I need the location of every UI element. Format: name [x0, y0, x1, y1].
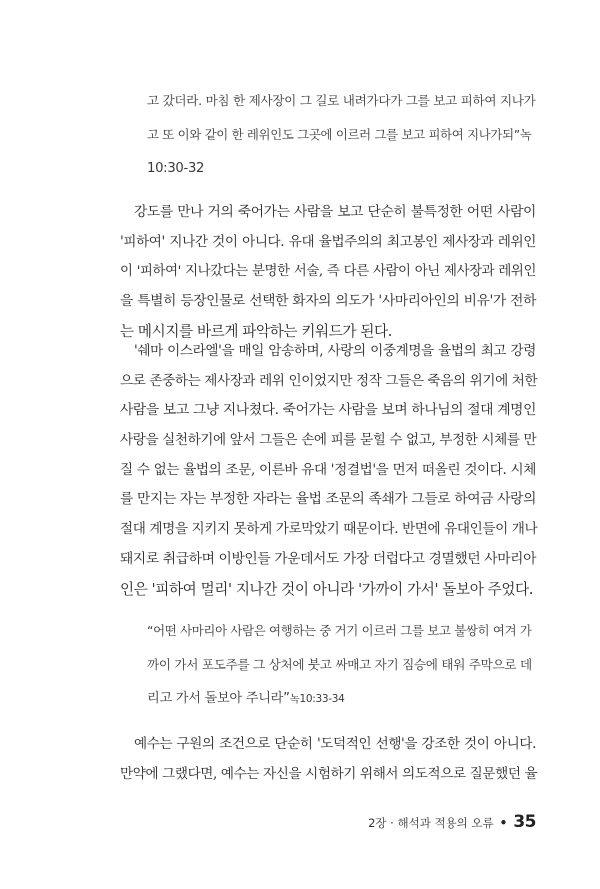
paragraph-2 — [120, 337, 536, 604]
quotation-block-luke-10-30 — [147, 84, 535, 186]
paragraph-3 — [120, 730, 536, 789]
paragraph-line: '쉐마 이스라엘'을 매일 암송하며, 사랑의 이중계명을 율법의 최고 강령 — [134, 343, 536, 359]
paragraph-line: 만약에 그랬다면, 예수는 자신을 시험하기 위해서 의도적으로 질문했던 율 — [120, 765, 538, 782]
quote-line: “어떤 사마리아 사람은 여행하는 중 거기 이르러 그를 보고 불쌍히 여겨 가 — [147, 623, 532, 638]
paragraph-line: 사랑을 실천하기에 앞서 그들은 손에 피를 묻힐 수 없고, 부정한 시체를 만 — [120, 432, 537, 449]
paragraph-line: 으로 존중하는 제사장과 레위 인이었지만 정작 그들은 죽음의 위기에 처한 — [120, 372, 538, 389]
quote-line-text: 리고 가서 돌보아 주니라” — [147, 691, 290, 706]
page-number: 35 — [513, 812, 536, 832]
paragraph-line: 는 메시지를 바르게 파악하는 키워드가 된다. — [120, 322, 392, 340]
paragraph-line: 를 만지는 자는 부정한 자라는 율법 조문의 족쇄가 그들로 하여금 사랑의 — [120, 491, 536, 508]
paragraph-line: 질 수 없는 율법의 조문, 이른바 유대 '정결법'을 먼저 떠올린 것이다. 시체 — [120, 461, 536, 478]
scripture-reference: 녹10:33-34 — [289, 693, 345, 705]
paragraph-line: 돼지로 취급하며 이방인들 가운데서도 가장 더럽다고 경멸했던 사마리아 — [120, 550, 536, 567]
quotation-block-luke-10-33 — [147, 614, 535, 716]
paragraph-line: '피하여' 지나간 것이 아니다. 유대 율법주의의 최고봉인 제사장과 레위인 — [120, 233, 536, 250]
paragraph-line: 절대 계명을 지키지 못하게 가로막았기 때문이다. 반면에 유대인들이 개나 — [120, 521, 538, 538]
bullet-separator: • — [499, 816, 508, 830]
chapter-title: 2장 · 해석과 적용의 오류 — [368, 816, 494, 830]
quote-line: 고 갔더라. 마침 한 제사장이 그 길로 내려가다가 그를 보고 피하여 지나가 — [147, 93, 536, 108]
paragraph-line: 인은 '피하여 멀리' 지나간 것이 아니라 '가까이 가서' 돌보아 주었다. — [120, 580, 533, 598]
paragraph-line: 예수는 구원의 조건으로 단순히 '도덕적인 선행'을 강조한 것이 아니다. — [134, 736, 536, 752]
paragraph-line: 을 특별히 등장인물로 선택한 화자의 의도가 '사마리아인의 비유'가 전하 — [120, 293, 536, 310]
quote-line: 까이 가서 포도주를 그 상처에 붓고 싸매고 자기 짐승에 태워 주막으로 데 — [147, 657, 532, 672]
paragraph-line: 이 '피하여' 지나갔다는 분명한 서술, 즉 다른 사람이 아닌 제사장과 레위인 — [120, 264, 536, 280]
paragraph-1 — [120, 198, 536, 346]
quote-line: 10:30-32 — [147, 161, 205, 176]
paragraph-line: 사람을 보고 그냥 지나쳤다. 죽어가는 사람을 보며 하나님의 절대 계명인 — [120, 402, 536, 419]
quote-line — [147, 682, 535, 716]
paragraph-line: 강도를 만나 거의 죽어가는 사람을 보고 단순히 불특정한 어떤 사람이 — [134, 204, 536, 220]
quote-line: 고 또 이와 같이 한 레위인도 그곳에 이르러 그를 보고 피하여 지나가되”녹 — [147, 127, 532, 142]
page-footer — [368, 812, 536, 832]
